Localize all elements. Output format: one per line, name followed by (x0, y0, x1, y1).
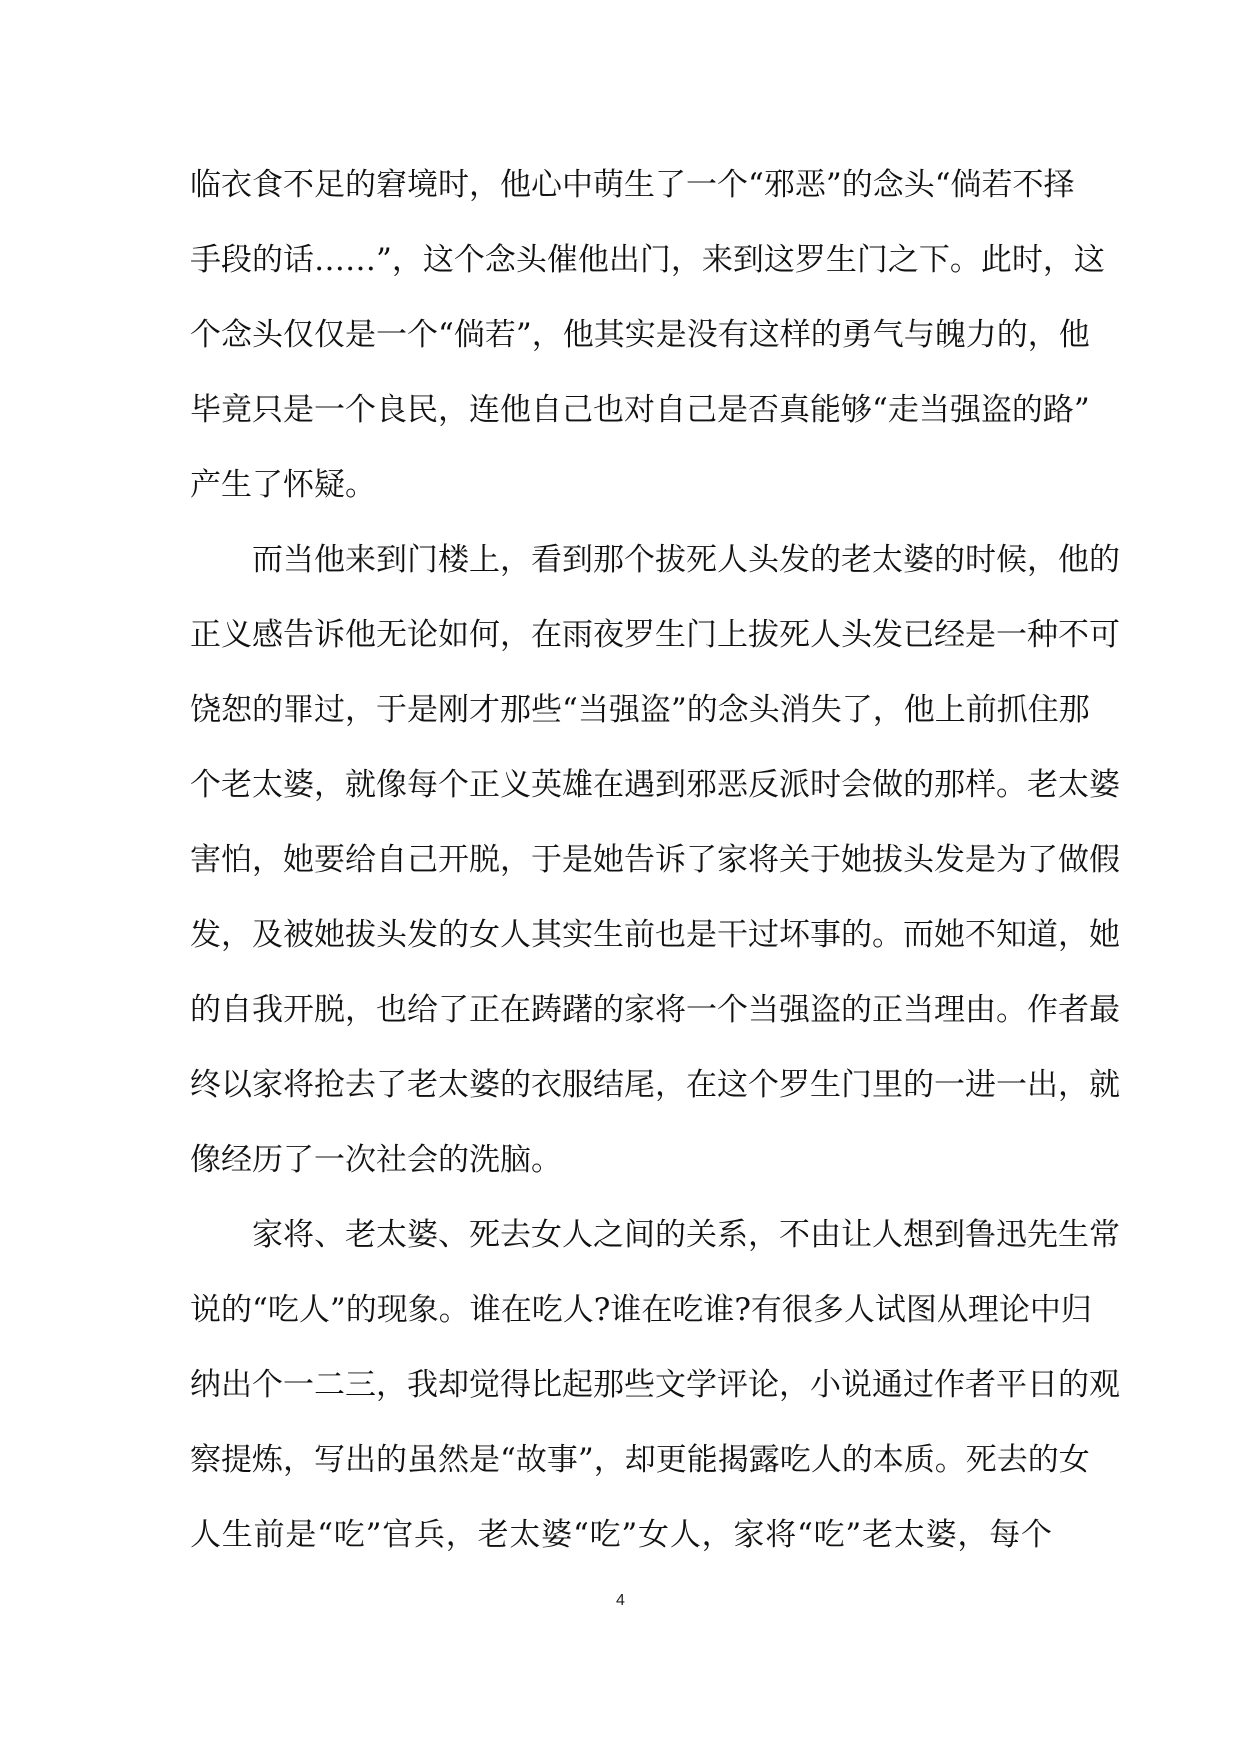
paragraph-3-line-5: 人生前是“吃”官兵，老太婆“吃”女人，家将“吃”老太婆，每个 (190, 1517, 1052, 1553)
paragraph-2-line-6: 发，及被她拔头发的女人其实生前也是干过坏事的。而她不知道，她 (190, 917, 1120, 953)
paragraph-2-line-2: 正义感告诉他无论如何，在雨夜罗生门上拔死人头发已经是一种不可 (190, 617, 1120, 653)
paragraph-2-line-7: 的自我开脱，也给了正在踌躇的家将一个当强盗的正当理由。作者最 (190, 992, 1120, 1028)
paragraph-2-line-4: 个老太婆，就像每个正义英雄在遇到邪恶反派时会做的那样。老太婆 (190, 767, 1120, 803)
paragraph-1-line-3: 个念头仅仅是一个“倘若”，他其实是没有这样的勇气与魄力的，他 (190, 317, 1090, 353)
paragraph-1-line-1: 临衣食不足的窘境时，他心中萌生了一个“邪恶”的念头“倘若不择 (190, 167, 1075, 203)
paragraph-3-line-4: 察提炼，写出的虽然是“故事”，却更能揭露吃人的本质。死去的女 (190, 1442, 1090, 1478)
paragraph-1-line-5: 产生了怀疑。 (190, 467, 376, 503)
paragraph-2-line-8: 终以家将抢去了老太婆的衣服结尾，在这个罗生门里的一进一出，就 (190, 1067, 1120, 1103)
paragraph-3-line-2: 说的“吃人”的现象。谁在吃人?谁在吃谁?有很多人试图从理论中归 (190, 1292, 1092, 1328)
page-number: 4 (616, 1592, 625, 1609)
paragraph-2-line-5: 害怕，她要给自己开脱，于是她告诉了家将关于她拔头发是为了做假 (190, 842, 1120, 878)
body-text (190, 148, 1120, 1573)
paragraph-1-line-2: 手段的话……”，这个念头催他出门，来到这罗生门之下。此时，这 (190, 242, 1105, 278)
paragraph-3-line-1: 家将、老太婆、死去女人之间的关系，不由让人想到鲁迅先生常 (252, 1217, 1120, 1253)
paragraph-2-line-9: 像经历了一次社会的洗脑。 (190, 1142, 562, 1178)
paragraph-1-line-4: 毕竟只是一个良民，连他自己也对自己是否真能够“走当强盗的路” (190, 392, 1090, 428)
paragraph-3-line-3: 纳出个一二三，我却觉得比起那些文学评论，小说通过作者平日的观 (190, 1367, 1120, 1403)
paragraph-2-line-1: 而当他来到门楼上，看到那个拔死人头发的老太婆的时候，他的 (252, 542, 1120, 578)
paragraph-2-line-3: 饶恕的罪过，于是刚才那些“当强盗”的念头消失了，他上前抓住那 (190, 692, 1090, 728)
